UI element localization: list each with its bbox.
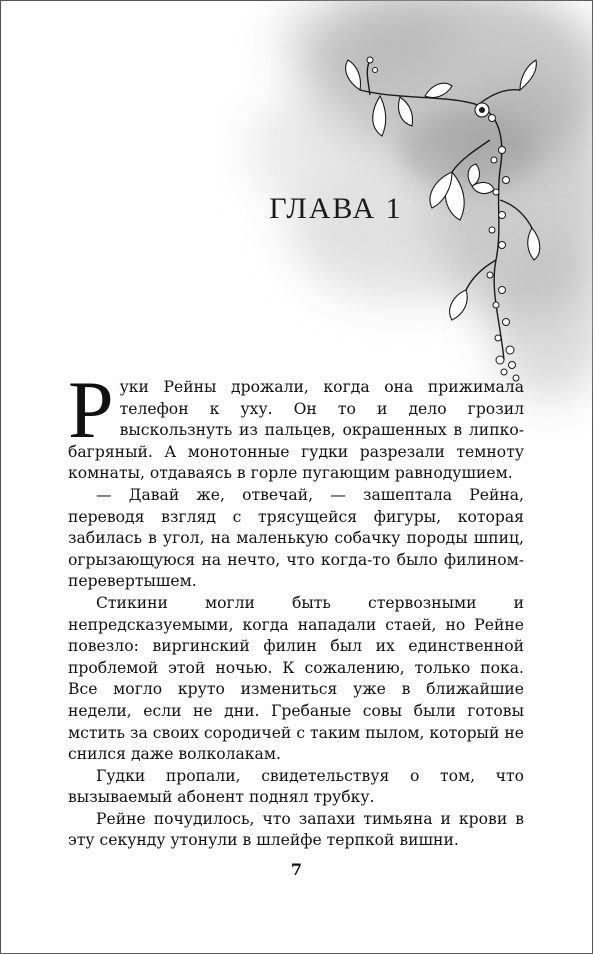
paragraph-3: Стикини могли быть стервозными и непредсказуемыми, когда нападали стаей, но Рейне повезло: виргинский филин был их единственной проблемой этой ночью. К сожалению, только пока. Все могло круто измениться уже в ближайшие недели, если не дни. Гребаные совы были готовы мстить за своих сородичей с таким пылом, который не снился даже волколакам. xyxy=(68,593,524,764)
page-number: 7 xyxy=(290,860,303,879)
paragraph-2: — Давай же, отвечай, — зашептала Рейна, переводя взгляд с трясущейся фигуры, которая забилась в угол, на маленькую собачку породы шпиц, огрызающуюся на нечто, что когда-то было филином-перевертышем. xyxy=(68,485,524,591)
paragraph-5: Рейне почудилось, что запахи тимьяна и крови в эту секунду утонули в шлейфе терпкой вишни. xyxy=(68,809,524,850)
chapter-title: ГЛАВА 1 xyxy=(269,192,403,225)
body-text xyxy=(68,364,524,852)
drop-cap: Р xyxy=(68,364,114,455)
paragraph-1-text: уки Рейны дрожали, когда она прижимала телефон к уху. Он то и дело грозил выскользнуть из пальцев, окрашенных в липко-багряный. А монотонные гудки разрезали темноту комнаты, отдаваясь в горле пугающим равнодушием. xyxy=(68,378,524,483)
paragraph-1 xyxy=(68,364,524,485)
paragraph-4: Гудки пропали, свидетельствуя о том, что вызываемый абонент поднял трубку. xyxy=(68,766,524,807)
